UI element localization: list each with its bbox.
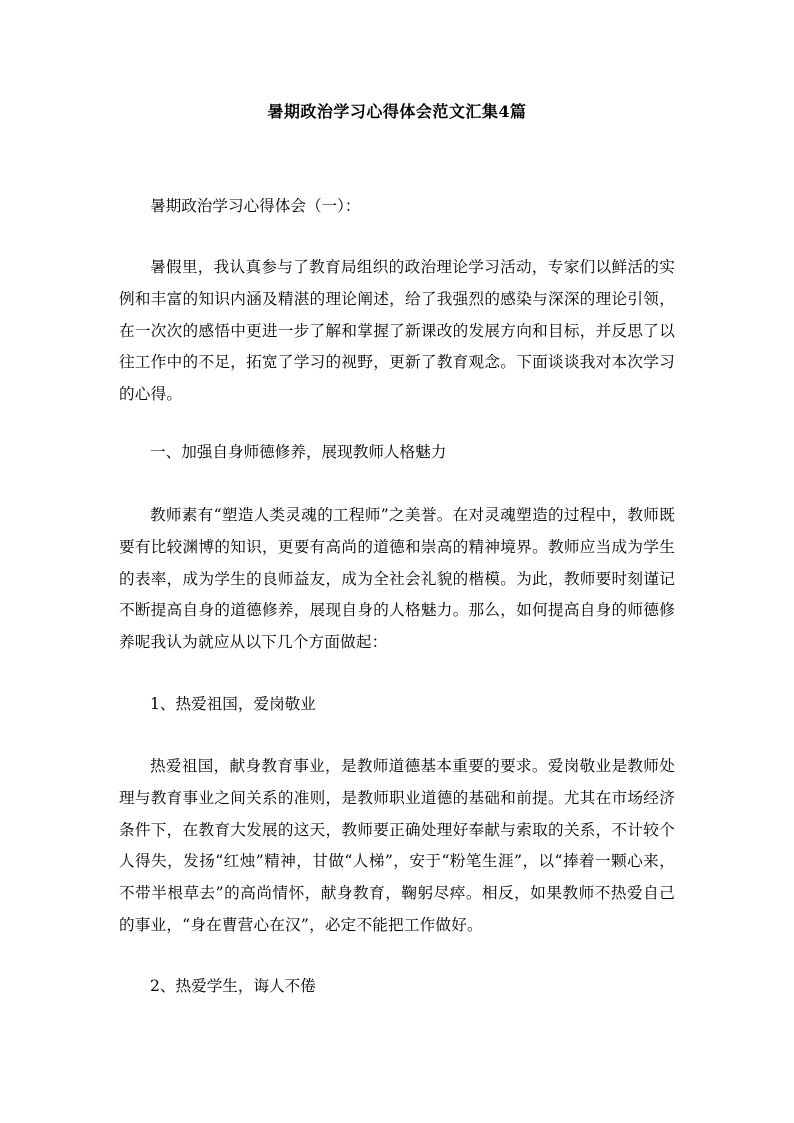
paragraph-intro: 暑假里，我认真参与了教育局组织的政治理论学习活动，专家们以鲜活的实例和丰富的知识内涵及精湛的理论阐述，给了我强烈的感染与深深的理论引领，在一次次的感悟中更进一步了解和掌握了新课改的发展方向和目标，并反思了以往工作中的不足，拓宽了学习的视野，更新了教育观念。下面谈谈我对本次学习的心得。 <box>119 258 675 404</box>
section-subtitle: 暑期政治学习心得体会（一）： <box>150 197 361 215</box>
subsection-heading-2: 2、热爱学生，诲人不倦 <box>150 977 316 995</box>
paragraph-love-country: 热爱祖国，献身教育事业，是教师道德基本重要的要求。爱岗敬业是教师处理与教育事业之间关系的准则，是教师职业道德的基础和前提。尤其在市场经济条件下，在教育大发展的这天，教师要正确处理好奉献与索取的关系，不计较个人得失，发扬“红烛”精神，甘做“人梯”，安于“粉笔生涯”，以“捧着一颗心来，不带半根草去”的高尚情怀，献身教育，鞠躬尽瘁。相反，如果教师不热爱自己的事业，“身在曹营心在汉”，必定不能把工作做好。 <box>119 757 675 934</box>
document-title: 暑期政治学习心得体会范文汇集4篇 <box>267 102 527 121</box>
paragraph-teacher-ethics: 教师素有“塑造人类灵魂的工程师”之美誉。在对灵魂塑造的过程中，教师既要有比较渊博的知识，更要有高尚的道德和崇高的精神境界。教师应当成为学生的表率，成为学生的良师益友，成为全社会礼貌的楷模。为此，教师要时刻谨记不断提高自身的道德修养，展现自身的人格魅力。那么，如何提高自身的师德修养呢我认为就应从以下几个方面做起： <box>119 506 675 652</box>
subsection-heading-1: 1、热爱祖国，爱岗敬业 <box>150 695 316 713</box>
section-heading-1: 一、加强自身师德修养，展现教师人格魅力 <box>150 443 447 461</box>
